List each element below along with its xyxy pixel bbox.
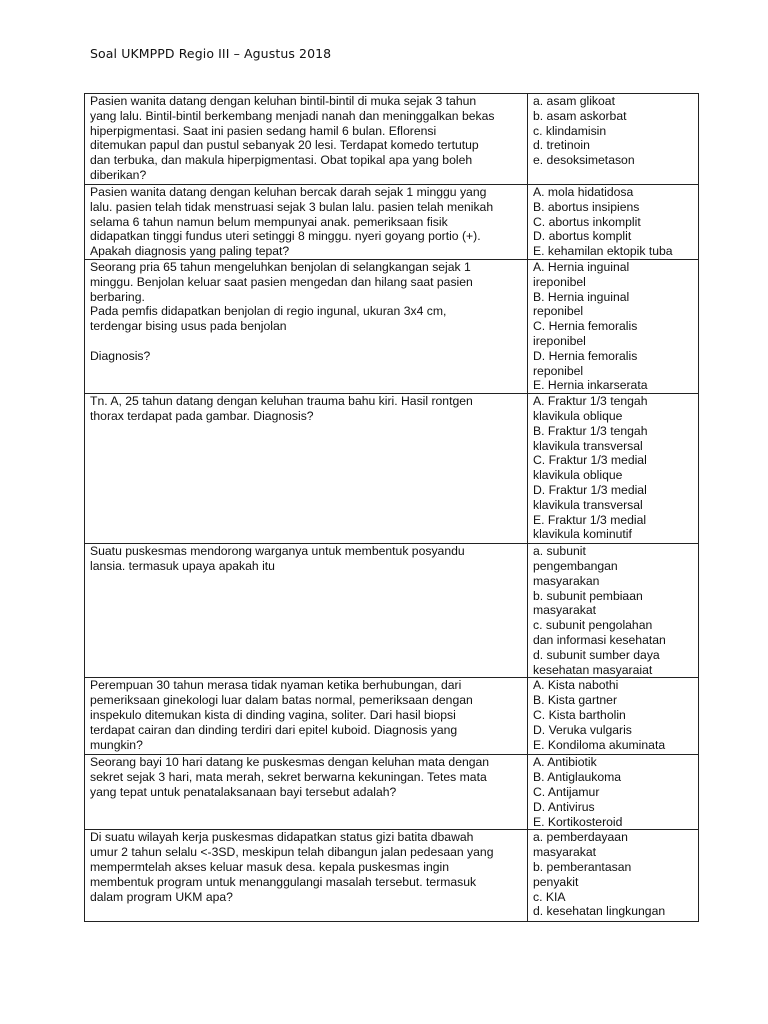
option-text-line: reponibel <box>533 363 584 378</box>
option-text-line: c. klindamisin <box>533 123 607 138</box>
question-text-line: yang tepat untuk penatalaksanaan bayi tersebut adalah? <box>90 784 397 799</box>
question-text-line: ditemukan papul dan pustul sebanyak 20 lesi. Terdapat komedo tertutup <box>90 138 479 153</box>
option-text-line: D. Fraktur 1/3 medial <box>533 482 647 497</box>
question-text-line: pemeriksaan ginekologi luar dalam batas normal, pemeriksaan dengan <box>90 693 473 708</box>
option-text-line: dan informasi kesehatan <box>533 632 666 647</box>
question-text-line: Perempuan 30 tahun merasa tidak nyaman ketika berhubungan, dari <box>90 678 462 693</box>
option-text-line: klavikula transversal <box>533 438 643 453</box>
option-text-line: masyarakan <box>533 573 600 588</box>
question-cell <box>85 678 528 755</box>
question-text-line: Tn. A, 25 tahun datang dengan keluhan trauma bahu kiri. Hasil rontgen <box>90 394 473 409</box>
options-cell <box>528 544 699 678</box>
question-text-line: Seorang pria 65 tahun mengeluhkan benjolan di selangkangan sejak 1 <box>90 260 471 274</box>
option-text-line: b. pemberantasan <box>533 859 632 874</box>
option-text-line: C. Antijamur <box>533 784 600 799</box>
option-text-line: D. abortus komplit <box>533 229 632 244</box>
option-text-line: d. tretinoin <box>533 138 590 153</box>
option-text-line: b. asam askorbat <box>533 108 627 123</box>
option-text-line: E. Kondiloma akuminata <box>533 737 666 752</box>
options-cell <box>528 830 699 922</box>
option-text-line: B. Hernia inguinal <box>533 289 630 304</box>
question-row <box>85 544 699 678</box>
option-text-line: B. Fraktur 1/3 tengah <box>533 423 648 438</box>
question-text-line: sekret sejak 3 hari, mata merah, sekret berwarna kekuningan. Tetes mata <box>90 770 487 785</box>
option-text-line: d. kesehatan lingkungan <box>533 904 666 919</box>
question-text-line <box>90 334 524 349</box>
option-text-line: D. Veruka vulgaris <box>533 722 632 737</box>
options-cell <box>528 185 699 260</box>
question-text-line: Diagnosis? <box>90 348 151 363</box>
question-row <box>85 755 699 830</box>
question-text-line: lalu. pasien telah tidak menstruasi sejak 3 bulan lalu. pasien telah menikah <box>90 199 494 214</box>
question-text-line: terdapat cairan dan dinding terdiri dari epitel kuboid. Diagnosis yang <box>90 722 458 737</box>
option-text-line: b. subunit pembiaan <box>533 588 643 603</box>
option-text-line: D. Hernia femoralis <box>533 348 638 363</box>
option-text-line: C. Kista bartholin <box>533 707 626 722</box>
options-cell <box>528 94 699 185</box>
question-text-line: umur 2 tahun selalu <-3SD, meskipun telah dibangun jalan pedesaan yang <box>90 845 494 860</box>
option-text-line: C. Fraktur 1/3 medial <box>533 453 647 468</box>
question-text-line: Seorang bayi 10 hari datang ke puskesmas dengan keluhan mata dengan <box>90 755 490 770</box>
option-text-line: E. Hernia inkarserata <box>533 378 648 393</box>
question-text-line: diberikan? <box>90 167 147 182</box>
question-row <box>85 678 699 755</box>
page-header-title: Soal UKMPPD Regio III – Agustus 2018 <box>90 46 332 61</box>
question-cell <box>85 755 528 830</box>
option-text-line: ireponibel <box>533 333 586 348</box>
question-text-line: terdengar bising usus pada benjolan <box>90 319 287 334</box>
option-text-line: A. Antibiotik <box>533 755 597 770</box>
question-cell <box>85 94 528 185</box>
question-text-line: Apakah diagnosis yang paling tepat? <box>90 244 290 259</box>
option-text-line: a. subunit <box>533 544 586 559</box>
question-table-body <box>85 94 699 922</box>
question-cell <box>85 185 528 260</box>
options-cell <box>528 394 699 544</box>
option-text-line: c. KIA <box>533 889 566 904</box>
option-text-line: d. subunit sumber daya <box>533 647 660 662</box>
option-text-line: masyarakat <box>533 603 596 618</box>
question-row <box>85 185 699 260</box>
question-text-line: didapatkan tinggi fundus uteri setinggi 8 minggu. nyeri goyang portio (+). <box>90 229 481 244</box>
option-text-line: A. Hernia inguinal <box>533 260 630 274</box>
question-cell <box>85 260 528 394</box>
question-cell <box>85 830 528 922</box>
option-text-line: E. Fraktur 1/3 medial <box>533 512 647 527</box>
question-row <box>85 94 699 185</box>
question-text-line: dalam program UKM apa? <box>90 889 233 904</box>
question-text-line: lansia. termasuk upaya apakah itu <box>90 558 275 573</box>
option-text-line: klavikula transversal <box>533 497 643 512</box>
question-cell <box>85 394 528 544</box>
option-text-line: klavikula kominutif <box>533 527 632 542</box>
option-text-line: c. subunit pengolahan <box>533 618 653 633</box>
question-text-line: Pasien wanita datang dengan keluhan bintil-bintil di muka sejak 3 tahun <box>90 94 477 108</box>
option-text-line: pengembangan <box>533 558 618 573</box>
question-text-line: Pada pemfis didapatkan benjolan di regio ingunal, ukuran 3x4 cm, <box>90 304 447 319</box>
question-row <box>85 830 699 922</box>
question-text-line: mempermtelah akses keluar masuk desa. kepala puskesmas ingin <box>90 859 450 874</box>
option-text-line: C. abortus inkomplit <box>533 214 641 229</box>
options-cell <box>528 260 699 394</box>
question-text-line: berbaring. <box>90 289 145 304</box>
question-text-line: hiperpigmentasi. Saat ini pasien sedang hamil 6 bulan. Eflorensi <box>90 123 437 138</box>
option-text-line: penyakit <box>533 874 579 889</box>
options-cell <box>528 755 699 830</box>
option-text-line: a. pemberdayaan <box>533 830 628 845</box>
option-text-line: E. Kortikosteroid <box>533 814 623 829</box>
question-text-line: inspekulo ditemukan kista di dinding vagina, soliter. Dari hasil biopsi <box>90 707 456 722</box>
question-row <box>85 260 699 394</box>
question-text-line: thorax terdapat pada gambar. Diagnosis? <box>90 408 314 423</box>
option-text-line: klavikula oblique <box>533 468 623 483</box>
question-text-line: mungkin? <box>90 737 143 752</box>
option-text-line: masyarakat <box>533 845 596 860</box>
option-text-line: reponibel <box>533 304 584 319</box>
option-text-line: B. Antiglaukoma <box>533 770 622 785</box>
question-text-line: Pasien wanita datang dengan keluhan bercak darah sejak 1 minggu yang <box>90 185 487 199</box>
option-text-line: D. Antivirus <box>533 799 595 814</box>
option-text-line: B. abortus insipiens <box>533 199 640 214</box>
options-cell <box>528 678 699 755</box>
question-cell <box>85 544 528 678</box>
question-table <box>84 93 699 922</box>
option-text-line: B. Kista gartner <box>533 693 617 708</box>
option-text-line: A. Fraktur 1/3 tengah <box>533 394 648 409</box>
question-text-line: selama 6 tahun namun belum mempunyai anak. pemeriksaan fisik <box>90 214 448 229</box>
option-text-line: a. asam glikoat <box>533 94 615 108</box>
question-text-line: Di suatu wilayah kerja puskesmas didapatkan status gizi batita dbawah <box>90 830 474 845</box>
option-text-line: E. kehamilan ektopik tuba <box>533 244 673 259</box>
option-text-line: kesehatan masyaraiat <box>533 662 653 677</box>
question-row <box>85 394 699 544</box>
option-text-line: A. Kista nabothi <box>533 678 619 693</box>
option-text-line: klavikula oblique <box>533 408 623 423</box>
question-text-line: dan terbuka, dan makula hiperpigmentasi. Obat topikal apa yang boleh <box>90 153 473 168</box>
option-text-line: e. desoksimetason <box>533 153 635 168</box>
option-text-line: A. mola hidatidosa <box>533 185 634 199</box>
question-text-line: membentuk program untuk menanggulangi masalah tersebut. termasuk <box>90 874 477 889</box>
question-text-line: yang lalu. Bintil-bintil berkembang menjadi nanah dan meninggalkan bekas <box>90 108 495 123</box>
option-text-line: ireponibel <box>533 274 586 289</box>
question-text-line: Suatu puskesmas mendorong warganya untuk membentuk posyandu <box>90 544 465 559</box>
option-text-line: C. Hernia femoralis <box>533 319 638 334</box>
question-text-line: minggu. Benjolan keluar saat pasien mengedan dan hilang saat pasien <box>90 274 473 289</box>
